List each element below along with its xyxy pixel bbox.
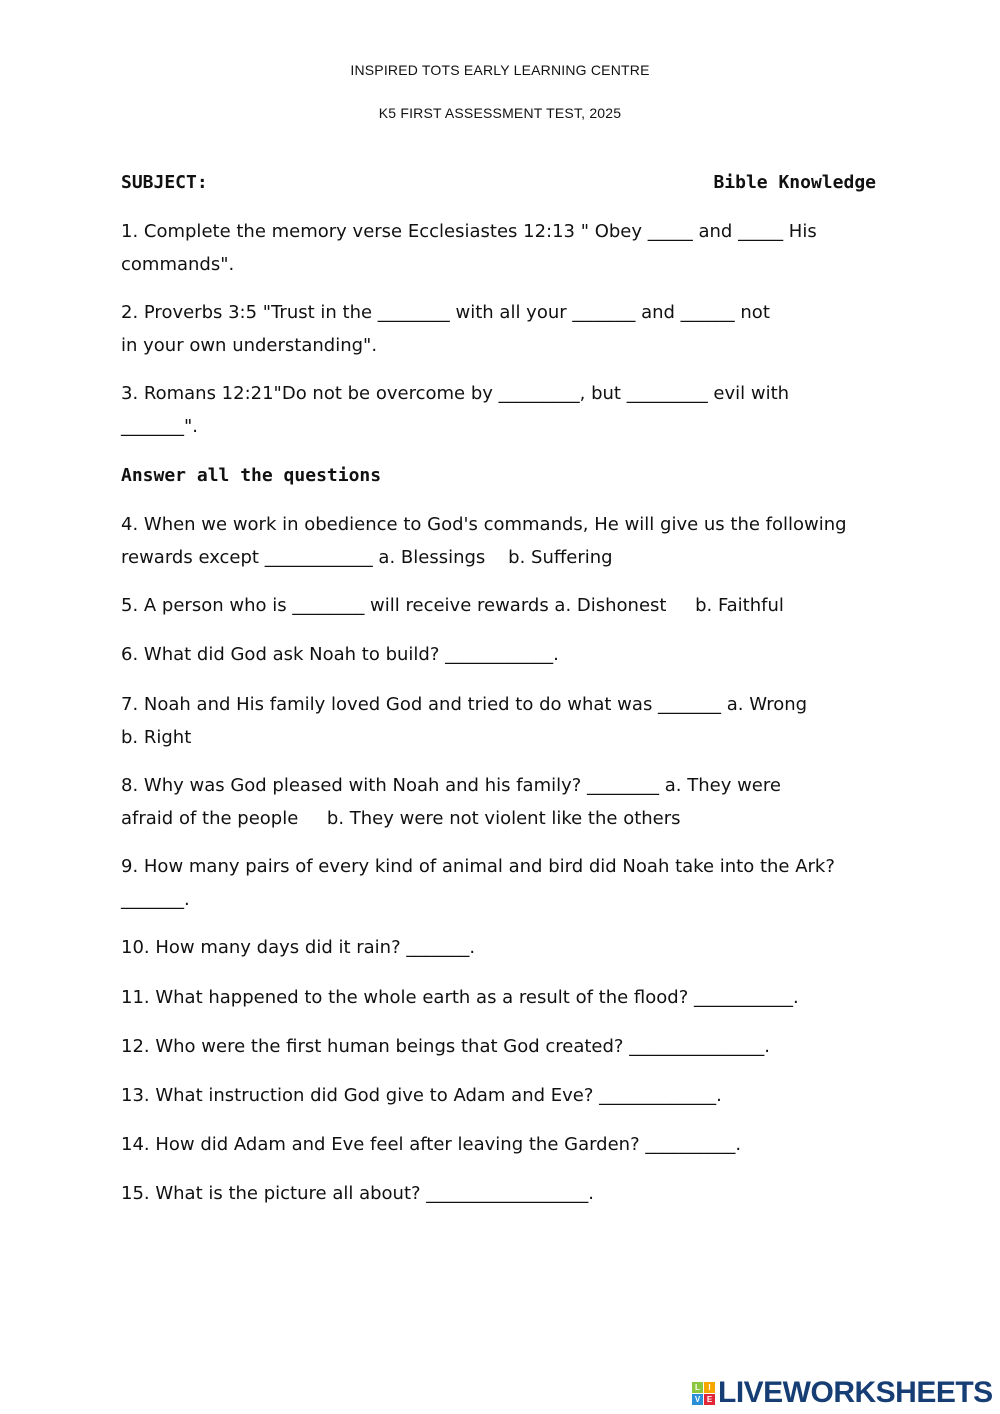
question-line: 10. How many days did it rain? _______.	[121, 937, 476, 958]
school-name: INSPIRED TOTS EARLY LEARNING CENTRE	[350, 62, 650, 78]
question-10	[121, 932, 881, 965]
question-15	[121, 1178, 881, 1211]
question-line: 8. Why was God pleased with Noah and his family? ________ a. They were	[121, 775, 781, 796]
question-line: 5. A person who is ________ will receive rewards a. Dishonest b. Faithful	[121, 595, 784, 616]
question-line: 11. What happened to the whole earth as a result of the flood? ___________.	[121, 987, 799, 1008]
logo-tile: V	[692, 1394, 703, 1405]
test-title: K5 FIRST ASSESSMENT TEST, 2025	[378, 105, 622, 121]
question-11	[121, 982, 881, 1015]
question-line: 4. When we work in obedience to God's commands, He will give us the following	[121, 514, 847, 535]
question-line: 2. Proverbs 3:5 "Trust in the ________ with all your _______ and ______ not	[121, 302, 770, 323]
question-line: 9. How many pairs of every kind of animal and bird did Noah take into the Ark?	[121, 856, 835, 877]
question-line: in your own understanding".	[121, 334, 378, 356]
question-line: 15. What is the picture all about? __________________.	[121, 1183, 595, 1204]
question-13	[121, 1080, 881, 1113]
question-line: 13. What instruction did God give to Adam and Eve? _____________.	[121, 1085, 722, 1106]
liveworksheets-logo	[692, 1376, 993, 1410]
question-3	[121, 378, 881, 443]
question-12	[121, 1031, 881, 1064]
question-line: afraid of the people b. They were not violent like the others	[121, 807, 681, 829]
question-8	[121, 770, 881, 835]
logo-text: LIVEWORKSHEETS	[718, 1376, 993, 1409]
question-9	[121, 851, 881, 916]
question-line: 6. What did God ask Noah to build? ____________.	[121, 644, 559, 665]
subject-label: SUBJECT:	[121, 172, 208, 193]
logo-tile: E	[704, 1394, 715, 1405]
question-14	[121, 1129, 881, 1162]
question-line: 14. How did Adam and Eve feel after leaving the Garden? __________.	[121, 1134, 742, 1155]
question-line: 3. Romans 12:21"Do not be overcome by _________, but _________ evil with	[121, 383, 790, 404]
question-2	[121, 297, 881, 362]
question-line: 7. Noah and His family loved God and tried to do what was _______ a. Wrong	[121, 694, 808, 715]
question-6	[121, 639, 881, 672]
question-line: 1. Complete the memory verse Ecclesiastes 12:13 " Obey _____ and _____ His	[121, 221, 817, 242]
section-heading: Answer all the questions	[121, 465, 382, 486]
question-line: 12. Who were the first human beings that God created? _______________.	[121, 1036, 770, 1057]
question-line: rewards except ____________ a. Blessings b. Suffering	[121, 546, 613, 568]
logo-tiles-icon	[692, 1382, 715, 1405]
logo-tile: I	[704, 1382, 715, 1393]
question-1	[121, 216, 881, 281]
question-line: _______".	[121, 415, 199, 437]
logo-tile: L	[692, 1382, 703, 1393]
question-line: commands".	[121, 253, 235, 275]
question-4	[121, 509, 881, 574]
question-line: b. Right	[121, 726, 192, 748]
question-5	[121, 590, 881, 623]
subject-value: Bible Knowledge	[713, 172, 876, 193]
question-7	[121, 689, 881, 754]
question-line: _______.	[121, 888, 190, 910]
